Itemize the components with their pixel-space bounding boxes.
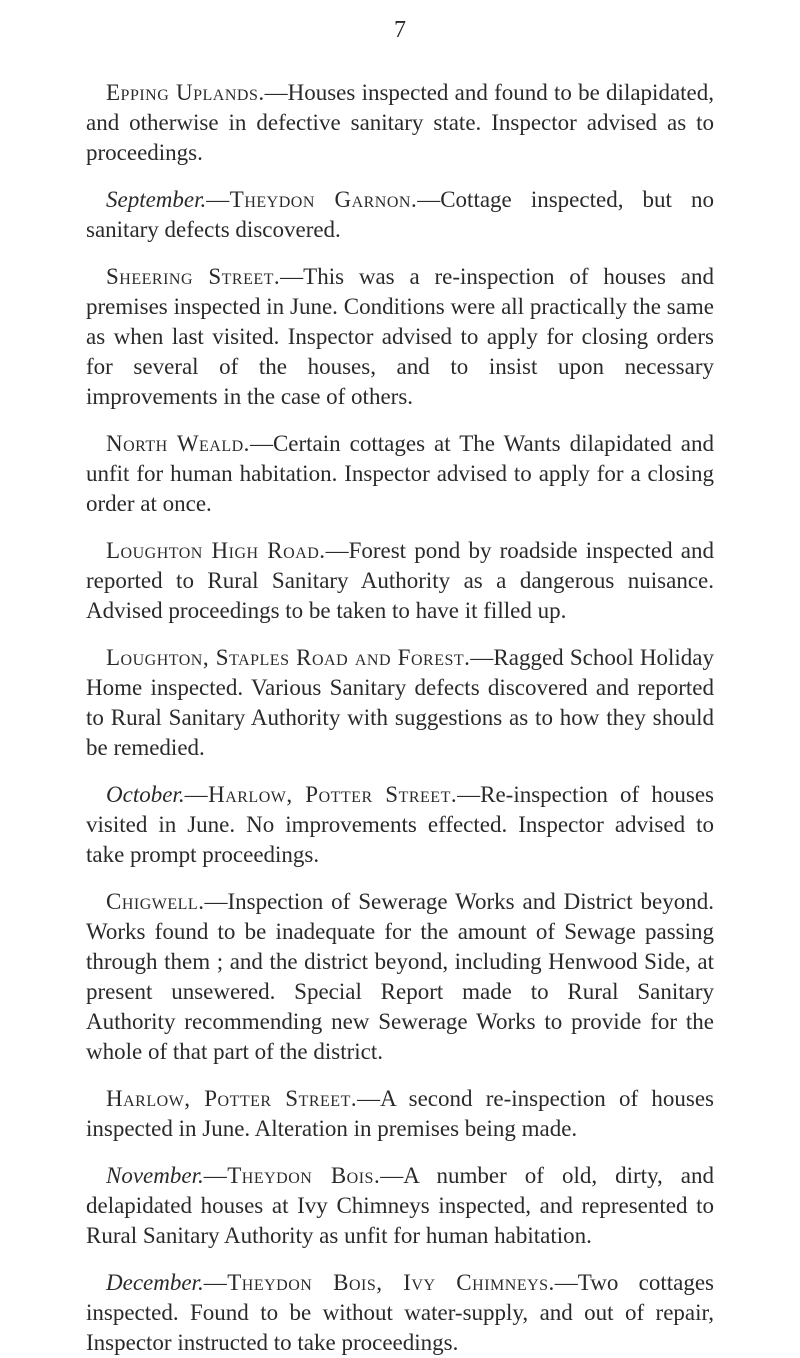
entry-text: —Forest pond by roadside inspected and reported to Rural Sanitary Authority as a dangerous nuisance. Advised proceedings to be taken to have it filled up.	[86, 538, 715, 623]
entry-place: North Weald.	[106, 431, 250, 456]
entry-text: —Re-inspection of houses visited in June. No improvements effected. Inspector advised to take prompt proceedings.	[86, 782, 714, 867]
entry-place: Harlow, Potter Street.	[106, 1086, 358, 1111]
entry-place: —Harlow, Potter Street.	[184, 782, 458, 807]
entry-harlow-potter-street-october	[86, 780, 714, 870]
entry-harlow-potter-street-second	[86, 1084, 714, 1144]
entry-place: Chigwell.	[106, 889, 205, 914]
entry-month: December.	[106, 1270, 204, 1295]
entry-north-weald	[86, 429, 714, 519]
entry-place: Epping Uplands.	[106, 80, 265, 105]
entry-loughton-high-road	[86, 536, 714, 626]
entry-place: Loughton, Staples Road and Forest.	[106, 645, 471, 670]
entry-month: October.	[106, 782, 185, 807]
entry-place: —Theydon Bois.	[203, 1163, 381, 1188]
entry-loughton-staples-road	[86, 643, 714, 763]
entry-place: —Theydon Bois, Ivy Chimneys.	[203, 1270, 555, 1295]
entry-text: —Cottage inspected, but no sanitary defects discovered.	[86, 187, 714, 242]
page-number: 7	[394, 17, 406, 43]
entry-epping-uplands	[86, 78, 714, 168]
entry-place: Sheering Street.	[106, 264, 281, 289]
entry-theydon-bois-november	[86, 1161, 714, 1251]
entry-place: —Theydon Garnon.	[206, 187, 418, 212]
entry-month: November.	[106, 1163, 204, 1188]
entry-theydon-garnon	[86, 185, 714, 245]
entry-theydon-bois-december	[86, 1268, 714, 1358]
entry-text: —Certain cottages at The Wants dilapidated and unfit for human habitation. Inspector advised to apply for a closing order at once.	[86, 431, 715, 516]
entry-text: —This was a re-inspection of houses and premises inspected in June. Conditions were all practically the same as when last visited. Inspector advised to apply for closing orders for several of the houses, and to insist upon necessary improvements in the case of others.	[86, 264, 714, 409]
entry-text: —Houses inspected and found to be dilapidated, and otherwise in defective sanitary state. Inspector advised as to proceedings.	[86, 80, 714, 165]
entry-text: —Ragged School Holiday Home inspected. Various Sanitary defects discovered and reported to Rural Sanitary Authority with suggestions as to how they should be remedied.	[86, 645, 714, 760]
entry-place: Loughton High Road.	[106, 538, 326, 563]
entry-text: —Two cottages inspected. Found to be without water-supply, and out of repair, Inspector instructed to take proceedings.	[86, 1270, 714, 1355]
entry-sheering-street	[86, 262, 714, 412]
entry-text: —Inspection of Sewerage Works and District beyond. Works found to be inadequate for the amount of Sewage passing through them ; and the district beyond, including Henwood Side, at present unsewered. Special Report made to Rural Sanitary Authority recommending new Sewerage Works to provide for the whole of that part of the district.	[86, 889, 714, 1064]
entry-text: —A second re-inspection of houses inspected in June. Alteration in premises being made.	[86, 1086, 714, 1141]
entry-text: —A number of old, dirty, and delapidated houses at Ivy Chimneys inspected, and represented to Rural Sanitary Authority as unfit for human habitation.	[86, 1163, 714, 1248]
entry-month: September.	[106, 187, 207, 212]
entry-chigwell	[86, 887, 714, 1067]
